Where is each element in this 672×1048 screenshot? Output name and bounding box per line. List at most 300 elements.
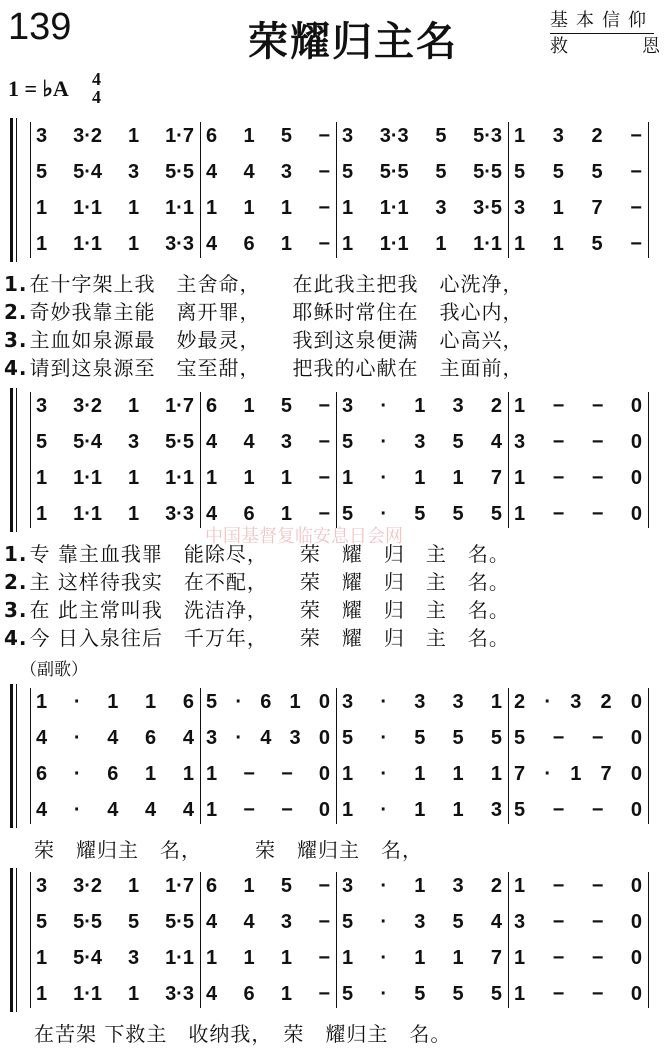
note: − [243, 798, 255, 821]
measure [30, 940, 200, 976]
note: − [243, 762, 255, 785]
note: 2 [591, 124, 603, 147]
lyric-text: 主 这样待我实 在不配， 荣 耀 归 主 名。 [29, 570, 510, 594]
note: 2 [600, 690, 612, 713]
note: 0 [630, 874, 642, 897]
measure [336, 118, 508, 154]
measure [200, 388, 336, 424]
note: 6 [145, 726, 157, 749]
note: − [630, 196, 642, 219]
note: 1 [280, 232, 292, 255]
note: 3 [36, 874, 48, 897]
note: 5 [435, 160, 447, 183]
note: − [630, 232, 642, 255]
note: 3·2 [73, 394, 102, 417]
note: 1 [514, 982, 526, 1005]
note: · [73, 690, 81, 713]
note: 1 [514, 124, 526, 147]
note: 1 [243, 124, 255, 147]
note: 3 [36, 394, 48, 417]
note: 1·1 [73, 232, 102, 255]
note: 4 [243, 430, 255, 453]
note: 1 [452, 466, 464, 489]
note: 5 [280, 874, 292, 897]
lyric-text: 主血如泉源最 妙最灵， 我到这泉便满 心高兴， [29, 328, 524, 352]
measure [336, 424, 508, 460]
note: 1 [127, 124, 140, 147]
note: 0 [630, 726, 642, 749]
note: · [380, 690, 387, 713]
note: 5 [490, 982, 502, 1005]
note: − [591, 798, 604, 821]
note: 3 [414, 910, 426, 933]
key-signature: 1 = ♭A [8, 76, 69, 101]
note: 5 [36, 160, 48, 183]
note: 3 [342, 124, 354, 147]
measure [508, 424, 648, 460]
note: 1 [452, 762, 464, 785]
voice-row [0, 460, 672, 496]
note: 1·1 [473, 232, 502, 255]
measure [30, 154, 200, 190]
measure [30, 496, 200, 532]
note: 4 [107, 798, 119, 821]
measure [508, 460, 648, 496]
note: 5 [514, 798, 526, 821]
note: 1 [36, 196, 48, 219]
measure [200, 226, 336, 262]
note: 4 [182, 726, 194, 749]
note: 1 [289, 690, 301, 713]
measure [200, 118, 336, 154]
note: 3 [342, 690, 354, 713]
note: 1 [243, 466, 255, 489]
voice-row [0, 756, 672, 792]
note: 1 [243, 394, 255, 417]
note: 1 [514, 502, 526, 525]
note: 5·5 [165, 430, 194, 453]
note: 7 [591, 196, 603, 219]
note: · [380, 910, 387, 933]
note: 1 [127, 466, 140, 489]
note: · [380, 726, 387, 749]
measure [200, 904, 336, 940]
note: 1 [36, 502, 48, 525]
note: 1 [206, 466, 218, 489]
note: 4 [490, 430, 502, 453]
note: 0 [630, 762, 642, 785]
measure [200, 460, 336, 496]
note: 7 [490, 466, 502, 489]
note: 5·5 [165, 910, 194, 933]
note: 1 [36, 232, 48, 255]
note: 2 [490, 394, 502, 417]
hymn-number: 139 [8, 6, 72, 48]
note: 1 [514, 874, 526, 897]
note: 0 [318, 690, 330, 713]
note: 6 [182, 690, 194, 713]
measure [508, 684, 648, 720]
note: 4 [243, 160, 255, 183]
note: − [318, 394, 330, 417]
note: 0 [630, 982, 642, 1005]
note: 0 [630, 466, 642, 489]
note: 1 [243, 874, 255, 897]
note: 3·3 [165, 502, 194, 525]
note: 1·7 [165, 124, 194, 147]
note: 0 [630, 910, 642, 933]
note: 1·1 [73, 466, 102, 489]
note: 1·1 [165, 196, 194, 219]
note: 0 [630, 394, 642, 417]
note: 1 [280, 196, 292, 219]
note: 1 [280, 502, 292, 525]
lyricist-char-2: 恩 [642, 36, 660, 57]
note: 1 [552, 196, 564, 219]
measure [336, 190, 508, 226]
measure [336, 792, 508, 828]
note: − [552, 394, 565, 417]
note: − [591, 502, 604, 525]
measure [508, 868, 648, 904]
voice-row [0, 684, 672, 720]
time-signature-bottom: 4 [92, 87, 101, 107]
note: 3 [280, 160, 292, 183]
note: · [73, 726, 81, 749]
note: − [591, 726, 604, 749]
note: 6 [243, 232, 255, 255]
note: 1 [127, 874, 140, 897]
note: 1 [452, 946, 464, 969]
voice-row [0, 904, 672, 940]
note: 3 [289, 726, 301, 749]
category-label: 基本信仰 [550, 6, 654, 34]
note: − [552, 466, 565, 489]
voice-row [0, 424, 672, 460]
note: 6 [206, 124, 218, 147]
note: − [552, 874, 565, 897]
measure [336, 720, 508, 756]
note: 1 [414, 762, 426, 785]
lyricist-label [550, 32, 660, 58]
note: 1 [342, 946, 354, 969]
note: 4 [182, 798, 194, 821]
hymn-title: 荣耀归主名 [248, 19, 458, 65]
note: 4 [206, 502, 218, 525]
time-signature [92, 70, 101, 106]
note: 4 [490, 910, 502, 933]
measure [200, 756, 336, 792]
note: 0 [630, 690, 642, 713]
measure [508, 388, 648, 424]
measure [336, 684, 508, 720]
note: 1 [552, 232, 564, 255]
measure [30, 190, 200, 226]
note: 3 [570, 690, 582, 713]
voice-row [0, 190, 672, 226]
lyricist-char-1: 救 [550, 36, 568, 57]
note: 3 [280, 910, 292, 933]
note: − [281, 762, 293, 785]
note: 1 [514, 232, 526, 255]
measure [336, 388, 508, 424]
measure [336, 756, 508, 792]
measure [30, 904, 200, 940]
verse-number: 3. [4, 328, 28, 352]
measure [508, 154, 648, 190]
lyric-text: 今 日入泉往后 千万年， 荣 耀 归 主 名。 [29, 626, 510, 650]
note: 3 [514, 430, 526, 453]
voice-row [0, 868, 672, 904]
note: 3 [36, 124, 48, 147]
voice-row [0, 976, 672, 1012]
note: 1 [206, 946, 218, 969]
note: 5 [342, 502, 354, 525]
note: − [591, 946, 604, 969]
note: 3 [514, 196, 526, 219]
note: 4 [206, 160, 218, 183]
verse-number: 2. [4, 300, 28, 324]
lyric-line [4, 622, 510, 651]
note: − [591, 430, 604, 453]
lyric-text: 请到这泉源至 宝至甜， 把我的心献在 主面前， [29, 356, 524, 380]
note: 1 [342, 798, 354, 821]
note: 1·1 [73, 982, 102, 1005]
note: 4 [36, 726, 48, 749]
note: · [73, 798, 81, 821]
note: 1 [514, 466, 526, 489]
note: − [630, 160, 642, 183]
note: · [380, 946, 387, 969]
measure [30, 388, 200, 424]
note: · [235, 726, 242, 749]
note: 1 [342, 762, 354, 785]
note: − [552, 726, 565, 749]
measure [336, 154, 508, 190]
note: 4 [243, 910, 255, 933]
note: − [318, 430, 330, 453]
measure [200, 940, 336, 976]
lyric-text: 在苦架 下救主 收纳我， 荣 耀归主 名。 [34, 1022, 452, 1046]
note: 5 [36, 910, 48, 933]
note: 5 [280, 124, 292, 147]
note: 5 [452, 982, 464, 1005]
note: 6 [243, 982, 255, 1005]
note: · [380, 982, 387, 1005]
note: 1 [414, 946, 426, 969]
note: − [591, 910, 604, 933]
note: 1 [36, 690, 48, 713]
lyric-line [4, 566, 510, 595]
note: 1 [127, 232, 140, 255]
note: 5 [452, 430, 464, 453]
note: 0 [318, 726, 330, 749]
watermark: 中国基督复临安息日会网 [205, 526, 403, 547]
note: 3 [206, 726, 218, 749]
measure [508, 190, 648, 226]
measure [200, 684, 336, 720]
note: 0 [630, 502, 642, 525]
measure [30, 424, 200, 460]
note: 5·4 [73, 946, 102, 969]
note: 3 [490, 798, 502, 821]
note: · [544, 690, 551, 713]
note: · [380, 466, 387, 489]
note: 0 [630, 430, 642, 453]
time-signature-top: 4 [92, 69, 101, 89]
measure [200, 720, 336, 756]
measure [336, 976, 508, 1012]
note: 1 [342, 232, 354, 255]
note: 4 [260, 726, 272, 749]
verse-number: 1. [4, 272, 28, 296]
note: 3 [127, 430, 140, 453]
note: · [380, 762, 387, 785]
note: 5 [206, 690, 218, 713]
note: 3·3 [165, 982, 194, 1005]
note: 1 [414, 466, 426, 489]
note: 5·5 [379, 160, 409, 183]
note: 1·7 [165, 394, 194, 417]
note: 5·5 [473, 160, 502, 183]
measure [508, 904, 648, 940]
lyric-text: 在十字架上我 主舍命， 在此我主把我 心洗净， [29, 272, 524, 296]
note: 5 [342, 430, 354, 453]
note: 1 [570, 762, 582, 785]
note: 2 [490, 874, 502, 897]
note: 5 [591, 232, 603, 255]
note: − [318, 466, 330, 489]
note: 6 [206, 394, 218, 417]
measure [508, 118, 648, 154]
note: 5 [514, 726, 526, 749]
lyric-line [4, 352, 524, 381]
verse-number: 1. [4, 542, 28, 566]
lyric-text: 奇妙我靠主能 离开罪， 耶稣时常住在 我心内， [29, 300, 524, 324]
note: · [73, 762, 81, 785]
note: 5 [342, 982, 354, 1005]
note: 3 [127, 160, 140, 183]
measure [200, 424, 336, 460]
note: − [318, 160, 330, 183]
note: 1 [280, 946, 292, 969]
note: 3 [452, 874, 464, 897]
note: − [318, 124, 330, 147]
note: · [235, 690, 242, 713]
measure [200, 190, 336, 226]
note: 5 [452, 726, 464, 749]
note: 3·2 [73, 874, 102, 897]
note: 1 [243, 196, 255, 219]
note: 1 [414, 394, 426, 417]
voice-row [0, 226, 672, 262]
lyric-text: 在 此主常叫我 洗洁净， 荣 耀 归 主 名。 [29, 598, 510, 622]
note: 1·1 [379, 232, 409, 255]
note: 1 [243, 946, 255, 969]
measure [336, 226, 508, 262]
note: − [281, 798, 293, 821]
note: 5 [490, 502, 502, 525]
measure [508, 940, 648, 976]
measure [508, 792, 648, 828]
note: 7 [490, 946, 502, 969]
note: 3 [514, 910, 526, 933]
note: 3 [452, 394, 464, 417]
lyric-text: 荣 耀归主 名， 荣 耀归主 名， [34, 838, 423, 862]
note: 1 [435, 232, 447, 255]
note: 3 [414, 430, 426, 453]
note: 3 [414, 690, 426, 713]
note: 5 [435, 124, 447, 147]
note: 5 [490, 726, 502, 749]
measure [336, 460, 508, 496]
note: 3 [435, 196, 447, 219]
note: 3 [342, 874, 354, 897]
note: · [380, 394, 387, 417]
note: 5 [414, 982, 426, 1005]
note: 5 [36, 430, 48, 453]
note: 1 [342, 466, 354, 489]
voice-row [0, 720, 672, 756]
note: − [591, 394, 604, 417]
note: 3 [280, 430, 292, 453]
note: 0 [630, 798, 642, 821]
note: 1 [107, 690, 119, 713]
note: 5 [342, 726, 354, 749]
note: − [318, 946, 330, 969]
note: 6 [206, 874, 218, 897]
measure [30, 684, 200, 720]
note: 1 [452, 798, 464, 821]
note: 5 [452, 502, 464, 525]
note: 3·5 [473, 196, 502, 219]
note: 3 [342, 394, 354, 417]
measure [336, 868, 508, 904]
note: 0 [630, 946, 642, 969]
lyric-line [4, 594, 510, 623]
note: − [318, 874, 330, 897]
note: 7 [514, 762, 526, 785]
note: 5 [452, 910, 464, 933]
note: · [380, 798, 387, 821]
note: 5·5 [165, 160, 194, 183]
note: 6 [107, 762, 119, 785]
note: 0 [318, 798, 330, 821]
voice-row [0, 388, 672, 424]
note: 1·1 [165, 466, 194, 489]
note: 0 [318, 762, 330, 785]
note: · [544, 762, 551, 785]
measure [336, 904, 508, 940]
note: 1 [206, 798, 218, 821]
lyric-line [4, 296, 524, 325]
note: 5 [342, 910, 354, 933]
measure [200, 976, 336, 1012]
note: − [591, 466, 604, 489]
note: 6 [260, 690, 272, 713]
note: 2 [514, 690, 526, 713]
lyric-line [34, 834, 423, 863]
note: 5 [591, 160, 603, 183]
note: 1 [127, 196, 140, 219]
note: 4 [107, 726, 119, 749]
note: − [630, 124, 642, 147]
note: 1 [145, 690, 157, 713]
measure [30, 460, 200, 496]
voice-row [0, 940, 672, 976]
voice-row [0, 118, 672, 154]
measure [508, 226, 648, 262]
